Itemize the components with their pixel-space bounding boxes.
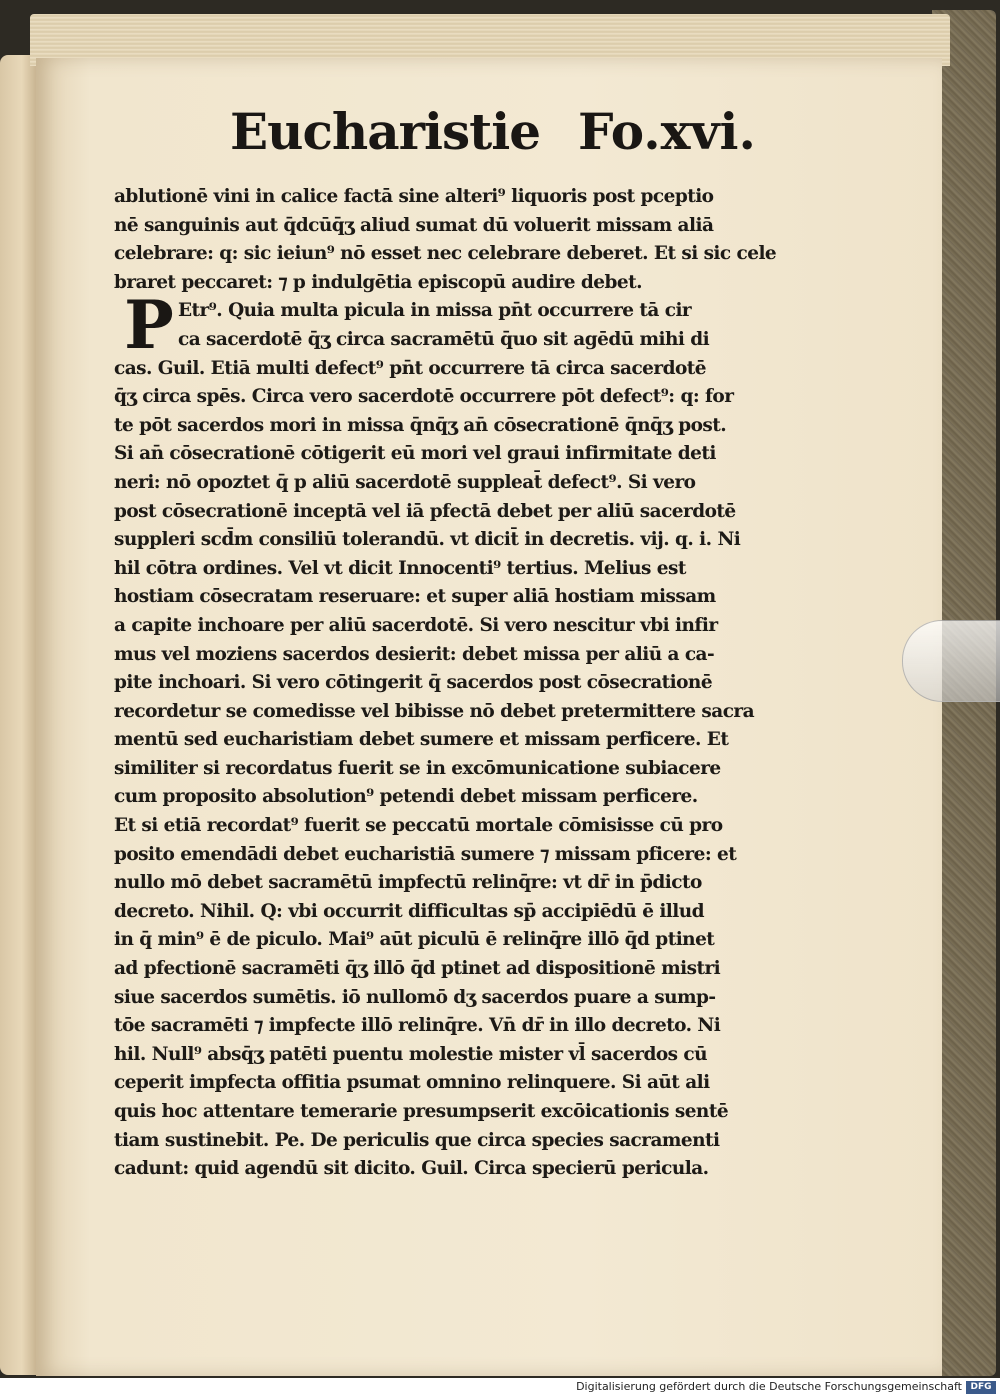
text-line: te pōt sacerdos mori in missa q̄nq̄ʒ an̄ cōsecrationē q̄nq̄ʒ post. (114, 414, 727, 436)
text-line: mentū sed eucharistiam debet sumere et missam perficere. Et (114, 729, 729, 751)
text-line: braret peccaret: ⁊ p indulgētia episcopū audire debet. (114, 271, 642, 293)
text-line: quis hoc attentare temerarie presumpserit excōicationis sentē (114, 1101, 729, 1122)
text-line: hil. Null⁹ absq̄ʒ patēti puentu molestie mister vl̄ sacerdos cū (114, 1043, 707, 1065)
text-line: celebrare: q: sic ieiun⁹ nō esset nec celebrare deberet. Et si sic cele (114, 243, 777, 265)
text-line: Si an̄ cōsecrationē cōtigerit eū mori vel graui infirmitate deti (114, 443, 716, 465)
text-line: a capite inchoare per aliū sacerdotē. Si vero nescitur vbi infir (114, 614, 718, 636)
page-clip (902, 620, 1000, 702)
text-line: hil cōtra ordines. Vel vt dicit Innocenti⁹ tertius. Melius est (114, 557, 686, 579)
text-block (114, 183, 794, 1184)
text-line: ceperit impfecta offitia psumat omnino relinquere. Si aūt ali (114, 1072, 710, 1094)
dfg-logo: DFG (966, 1381, 996, 1394)
text-line: ad pfectionē sacramēti q̄ʒ illō q̄d ptinet ad dispositionē mistri (114, 958, 721, 980)
text-line: ablutionē vini in calice factā sine alteri⁹ liquoris post pceptio (114, 186, 714, 207)
text-line: Et si etiā recordat⁹ fuerit se peccatū mortale cōmisisse cū pro (114, 815, 723, 837)
digitization-credit: Digitalisierung gefördert durch die Deutsche Forschungsgemeinschaft (576, 1380, 962, 1393)
text-line: post cōsecrationē inceptā vel iā pfectā debet per aliū sacerdotē (114, 500, 736, 522)
page-header (230, 102, 756, 172)
footer-bar (0, 1378, 1000, 1398)
text-line: nē sanguinis aut q̄dcūq̄ʒ aliud sumat dū voluerit missam aliā (114, 214, 714, 236)
text-line: cadunt: quid agendū sit dicito. Guil. Circa specierū pericula. (114, 1158, 709, 1180)
initial-letter: P (124, 286, 174, 364)
text-line: q̄ʒ circa spēs. Circa vero sacerdotē occurrere pōt defect⁹: q: for (114, 386, 734, 408)
text-line: tōe sacramēti ⁊ impfecte illō relinq̄re. Vn̄ dr̄ in illo decreto. Ni (114, 1015, 721, 1037)
text-line: pite inchoari. Si vero cōtingerit q̄ sacerdos post cōsecrationē (114, 672, 713, 694)
text-line: decreto. Nihil. Q: vbi occurrit difficultas sp̄ accipiēdū ē illud (114, 900, 705, 922)
facing-page-edge (0, 55, 36, 1375)
text-line: hostiam cōsecratam reseruare: et super aliā hostiam missam (114, 586, 716, 608)
text-line: suppleri scd̄m consiliū tolerandū. vt dicit̄ in decretis. vij. q. i. Ni (114, 529, 741, 551)
text-line: cum proposito absolution⁹ petendi debet missam perficere. (114, 786, 698, 808)
text-line: cas. Guil. Etiā multi defect⁹ pn̄t occurrere tā circa sacerdotē (114, 357, 706, 379)
folio-number: Fo.xvi. (578, 102, 756, 161)
text-line: ca sacerdotē q̄ʒ circa sacramētū q̄uo sit agēdū mihi di (178, 328, 710, 350)
text-line: in q̄ min⁹ ē de piculo. Mai⁹ aūt piculū ē relinq̄re illō q̄d ptinet (114, 929, 715, 951)
text-line: recordetur se comedisse vel bibisse nō debet pretermittere sacra (114, 700, 755, 722)
running-title: Eucharistie (230, 102, 541, 161)
text-line: tiam sustinebit. Pe. De periculis que circa species sacramenti (114, 1129, 720, 1151)
text-line: similiter si recordatus fuerit se in excōmunicatione subiacere (114, 757, 721, 779)
text-line: posito emendādi debet eucharistiā sumere ⁊ missam pficere: et (114, 843, 737, 865)
text-line: Etr⁹. Quia multa picula in missa pn̄t occurrere tā cir (178, 300, 692, 322)
text-line: nullo mō debet sacramētū impfectū relinq̄re: vt dr̄ in p̄dicto (114, 872, 702, 894)
text-line: neri: nō opoztet q̄ p aliū sacerdotē suppleat̄ defect⁹. Si vero (114, 471, 696, 493)
text-line: siue sacerdos sumētis. iō nullomō dʒ sacerdos puare a sump- (114, 986, 716, 1008)
text-line: mus vel moziens sacerdos desierit: debet missa per aliū a ca- (114, 643, 715, 665)
